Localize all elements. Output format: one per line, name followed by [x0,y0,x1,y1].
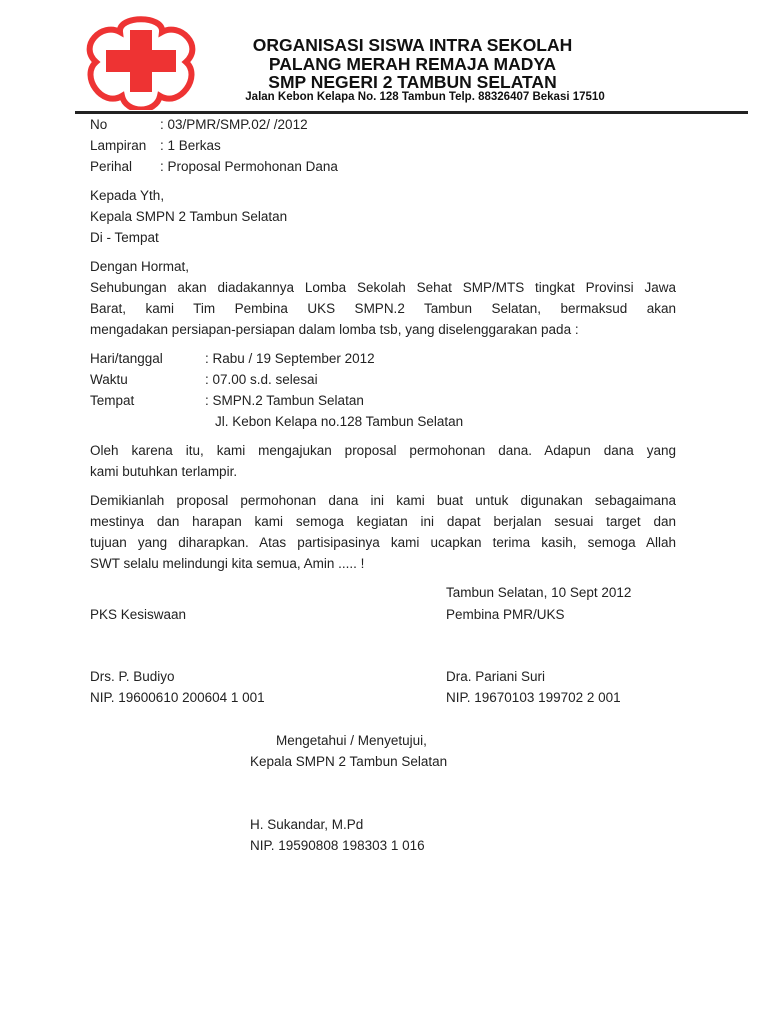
signer-right-title: Pembina PMR/UKS [446,607,565,622]
event-label-time: Waktu [90,372,128,387]
greeting: Dengan Hormat, [90,259,190,274]
paragraph-2-line: Oleh karena itu, kami mengajukan proposal permohonan dana. Adapun dana yang [90,443,676,458]
meta-value-no: : 03/PMR/SMP.02/ /2012 [160,117,308,132]
meta-label-lampiran: Lampiran [90,138,147,153]
signer-left-nip: NIP. 19600610 200604 1 001 [90,690,265,705]
event-value-date: : Rabu / 19 September 2012 [205,351,375,366]
meta-label-no: No [90,117,108,132]
meta-label-perihal: Perihal [90,159,133,174]
event-label-date: Hari/tanggal [90,351,163,366]
header-divider [75,111,748,114]
paragraph-1-line: mengadakan persiapan-persiapan dalam lomba tsb, yang diselenggarakan pada : [90,322,579,337]
event-label-place: Tempat [90,393,135,408]
meta-value-perihal: : Proposal Permohonan Dana [160,159,338,174]
paragraph-2-line: kami butuhkan terlampir. [90,464,238,479]
event-value-address: Jl. Kebon Kelapa no.128 Tambun Selatan [215,414,464,429]
meta-value-lampiran: : 1 Berkas [160,138,221,153]
red-cross-logo [80,10,202,110]
signer-center-name: H. Sukandar, M.Pd [250,817,364,832]
letterhead-line-3: SMP NEGERI 2 TAMBUN SELATAN [268,72,557,92]
signer-center-nip: NIP. 19590808 198303 1 016 [250,838,425,853]
approval-label: Mengetahui / Menyetujui, [276,733,427,748]
signer-left-title: PKS Kesiswaan [90,607,187,622]
recipient-line: Di - Tempat [90,230,159,245]
paragraph-3-line: SWT selalu melindungi kita semua, Amin ..... ! [90,556,365,571]
signer-center-title: Kepala SMPN 2 Tambun Selatan [250,754,448,769]
recipient-line: Kepala SMPN 2 Tambun Selatan [90,209,288,224]
paragraph-3-line: mestinya dan harapan kami semoga kegiatan ini dapat berjalan sesuai target dan [90,514,676,529]
letterhead-line-1: ORGANISASI SISWA INTRA SEKOLAH [252,35,573,55]
paragraph-3-line: Demikianlah proposal permohonan dana ini kami buat untuk digunakan sebagaimana [90,493,676,508]
paragraph-3-line: tujuan yang diharapkan. Atas partisipasinya kami ucapkan terima kasih, semoga Allah [90,535,676,550]
event-value-place: : SMPN.2 Tambun Selatan [205,393,364,408]
signer-left-name: Drs. P. Budiyo [90,669,175,684]
place-date: Tambun Selatan, 10 Sept 2012 [446,585,632,600]
recipient-line: Kepada Yth, [90,188,165,203]
letterhead-line-2: PALANG MERAH REMAJA MADYA [268,54,557,74]
paragraph-1-line: Barat, kami Tim Pembina UKS SMPN.2 Tambun Selatan, bermaksud akan [90,301,676,316]
signer-right-nip: NIP. 19670103 199702 2 001 [446,690,621,705]
letterhead-address: Jalan Kebon Kelapa No. 128 Tambun Telp. 88326407 Bekasi 17510 [245,91,605,103]
event-value-time: : 07.00 s.d. selesai [205,372,318,387]
signer-right-name: Dra. Pariani Suri [446,669,546,684]
paragraph-1-line: Sehubungan akan diadakannya Lomba Sekolah Sehat SMP/MTS tingkat Provinsi Jawa [90,280,676,295]
